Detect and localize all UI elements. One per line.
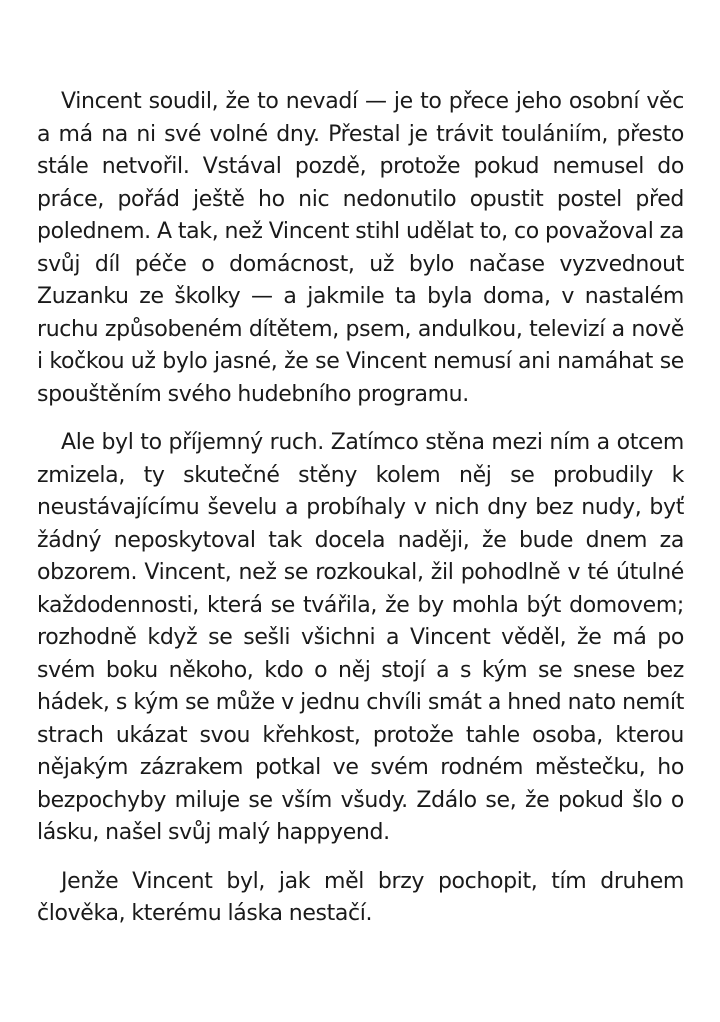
paragraph-1: Vincent soudil, že to nevadí — je to přece jeho osobní věc a má na ni své volné dny. Přestal je trávit toulániím, přesto stále netvořil. Vstával pozdě, protože pokud nemusel do práce, pořád ještě ho nic nedonutilo opustit postel před polednem. A tak, než Vincent stihl udělat to, co považoval za svůj díl péče o domácnost, už bylo načase vyzvednout Zuzanku ze školky — a jakmile ta byla doma, v nastalém ruchu způsobeném dítětem, psem, andulkou, televizí a nově i kočkou už bylo jasné, že se Vincent nemusí ani namáhat se spouštěním svého hudebního programu. [37, 89, 684, 407]
book-page [37, 86, 684, 947]
paragraph-3: Jenže Vincent byl, jak měl brzy pochopit, tím druhem člověka, kterému láska nestačí. [37, 868, 684, 926]
paragraph-2: Ale byl to příjemný ruch. Zatímco stěna mezi ním a otcem zmizela, ty skutečné stěny kolem něj se probudily k neustávajícímu ševelu a probíhaly v nich dny bez nudy, byť žádný neposkytoval tak docela naději, že bude dnem za obzorem. Vincent, než se rozkoukal, žil pohodlně v té útulné každodennosti, která se tvářila, že by mohla být domovem; rozhodně když se sešli všichni a Vincent věděl, že má po svém boku někoho, kdo o něj stojí a s kým se snese bez hádek, s kým se může v jednu chvíli smát a hned nato nemít strach ukázat svou křehkost, protože tahle osoba, kterou nějakým zázrakem potkal ve svém rodném městečku, ho bezpochyby miluje se vším všudy. Zdálo se, že pokud šlo o lásku, našel svůj malý happyend. [37, 430, 684, 845]
